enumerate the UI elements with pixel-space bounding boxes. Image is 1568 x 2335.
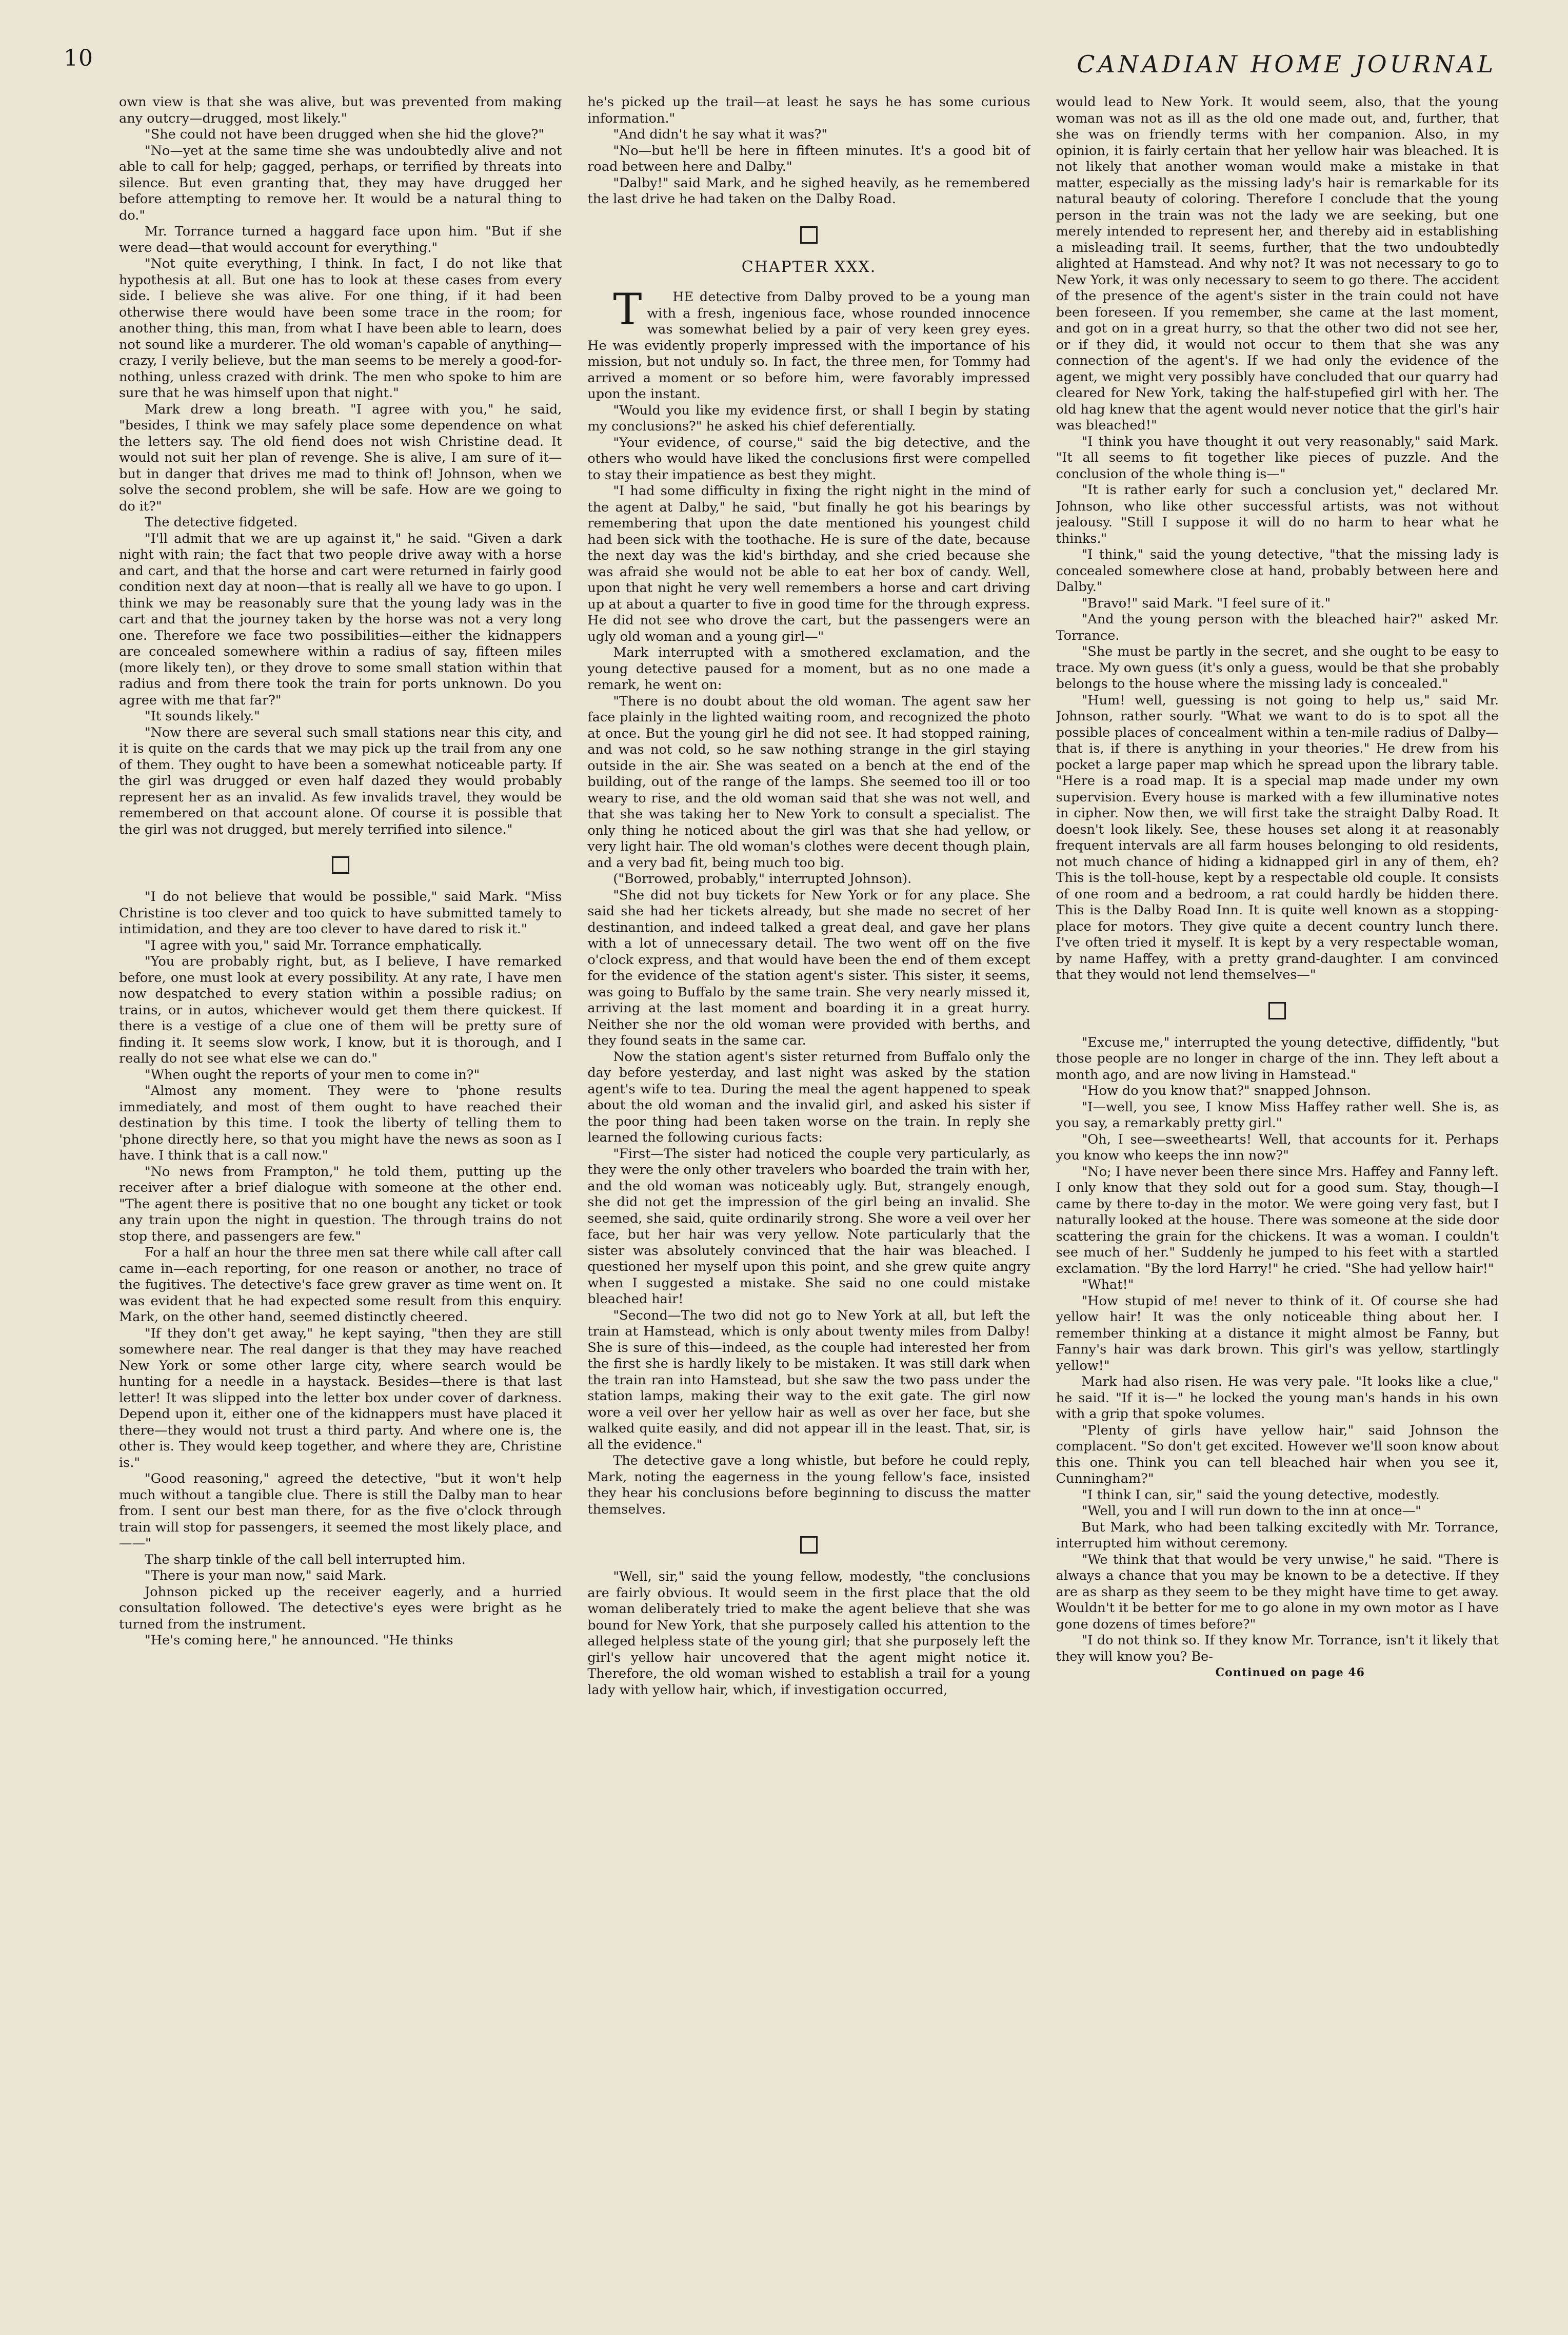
paragraph: "Well, you and I will run down to the inn at once—" <box>1081 1503 1421 1519</box>
drop-cap: T <box>613 284 642 335</box>
paragraph: "First—The sister had noticed the couple very particularly, as they were the only other travelers who boarded the train with her, and the old woman was noticeably ugly. But, strangely enough, she did not get the impression of the girl being an invalid. She seemed, she said, quite ordinarily strong. She wore a veil over her face, but her hair was very yellow. Note particularly that the sister was absolutely convinced that the hair was bleached. I questioned her myself upon this point, and she grew quite angry when I suggested a mistake. She said no one could mistake bleached hair! <box>587 1146 1030 1307</box>
paragraph: Mark drew a long breath. "I agree with you," he said, "besides, I think we may safely place some dependence on what the letters say. The old fiend does not wish Christine dead. It would not suit her plan of revenge. She is alive, I am sure of it—but in danger that drives me mad to think of! Johnson, when we solve the second problem, she will be safe. How are we going to do it?" <box>119 401 562 514</box>
paragraph: "We think that that would be very unwise," he said. "There is always a chance that you may be known to be a detective. If they are as sharp as they seem to be they might have time to get away. Wouldn't it be better for me to go alone in my own motor as I have gone dozens of times before?" <box>1056 1552 1499 1632</box>
paragraph: "No—yet at the same time she was undoubtedly alive and not able to call for help; gagged, perhaps, or terrified by threats into silence. But even granting that, they may have drugged her before attempting to remove her. It would be a natural thing to do." <box>119 143 562 223</box>
paragraph: "Well, sir," said the young fellow, modestly, "the conclusions are fairly obvious. It would seem in the first place that the old woman deliberately tried to make the agent believe that she was bound for New York, that she purposely called his attention to the alleged helpless state of the young girl; that she purposely left the girl's yellow hair uncovered that the agent might notice it. Therefore, the old woman wished to establish a trail for a young lady with yellow hair, which, if investigation occurred, <box>587 1569 1030 1698</box>
page-number: 10 <box>64 45 93 71</box>
paragraph: "Not quite everything, I think. In fact, I do not like that hypothesis at all. But one has to look at these cases from every side. I believe she was alive. For one thing, if it had been otherwise there would have been some trace in the room; for another thing, this man, from what I have been able to learn, does not sound like a murderer. The old woman's capable of anything—crazy, I verily believe, but the man seems to be merely a good-for-nothing, unless crazed with drink. The men who spoke to him are sure that he was himself upon that night." <box>119 256 562 401</box>
paragraph: "I do not believe that would be possible," said Mark. "Miss Christine is too clever and too quick to have submitted tamely to intimidation, and they are too clever to have dared to risk it." <box>119 889 562 937</box>
paragraph: "It is rather early for such a conclusion yet," declared Mr. Johnson, who like other successful artists, was not without jealousy. "Still I suppose it will do no harm to hear what he thinks." <box>1056 482 1499 546</box>
column-3 <box>1056 94 1499 2290</box>
section-break-mark <box>587 1536 1030 1554</box>
paragraph: "It sounds likely." <box>145 709 260 724</box>
paragraph: "I think I can, sir," said the young detective, modestly. <box>1081 1487 1440 1503</box>
paragraph: "There is no doubt about the old woman. The agent saw her face plainly in the lighted waiting room, and recognized the photo at once. But the young girl he did not see. It had stopped raining, and was not cold, so he saw nothing strange in the girl staying outside in the air. She was seated on a bench at the end of the building, out of the range of the lamps. She seemed too ill or too weary to rise, and the old woman said that she was not well, and that she was taking her to New York to consult a specialist. The only thing he noticed about the girl was that she had yellow, or very light hair. The old woman's clothes were decent though plain, and a very bad fit, being much too big. <box>587 693 1030 871</box>
paragraph: The detective gave a long whistle, but before he could reply, Mark, noting the eagerness in the young fellow's face, insisted they hear his conclusions before beginning to discuss the matter themselves. <box>587 1453 1030 1517</box>
paragraph: "No news from Frampton," he told them, putting up the receiver after a brief dialogue with someone at the other end. "The agent there is positive that no one bought any ticket or took any train upon the night in question. The through trains do not stop there, and passengers are few." <box>119 1164 562 1244</box>
paragraph: he's picked up the trail—at least he says he has some curious information." <box>587 94 1030 126</box>
paragraph: "And didn't he say what it was?" <box>613 127 828 142</box>
paragraph: "I'll admit that we are up against it," he said. "Given a dark night with rain; the fact that two people drive away with a horse and cart, and that the horse and cart were returned in fairly good condition next day at noon—that is really all we have to go upon. I think we may be reasonably sure that the young lady was in the cart and that the journey taken by the horse was not a very long one. Therefore we face two possibilities—either the kidnappers are concealed somewhere within a radius of say, fifteen miles (more likely ten), or they drove to some small station within that radius and from there took the train for ports unknown. Do you agree with me that far?" <box>119 531 562 708</box>
paragraph: "He's coming here," he announced. "He thinks <box>145 1633 453 1648</box>
paragraph: "How do you know that?" snapped Johnson. <box>1081 1083 1372 1098</box>
chapter-opening-paragraph <box>587 284 1030 403</box>
paragraph: "Plenty of girls have yellow hair," said Johnson the complacent. "So don't get excited. However we'll soon know about this one. Think you can tell bleached hair when you see it, Cunningham?" <box>1056 1422 1499 1486</box>
paragraph: "Dalby!" said Mark, and he sighed heavily, as he remembered the last drive he had taken on the Dalby Road. <box>587 175 1030 207</box>
column-1 <box>119 94 562 2290</box>
paragraph: "No; I have never been there since Mrs. Haffey and Fanny left. I only know that they sold out for a good sum. Stay, though—I came by there to-day in the motor. We were going very fast, but I naturally looked at the house. There was someone at the side door scattering the grain for the chickens. It was a woman. I couldn't see much of her." Suddenly he jumped to his feet with a startled exclamation. "By the lord Harry!" he cried. "She had yellow hair!" <box>1056 1164 1499 1277</box>
article-columns <box>119 94 1499 2290</box>
paragraph: The sharp tinkle of the call bell interrupted him. <box>145 1552 466 1567</box>
paragraph: "I do not think so. If they know Mr. Torrance, isn't it likely that they will know you? Be- <box>1056 1633 1499 1664</box>
paragraph: The detective fidgeted. <box>145 515 298 530</box>
paragraph: "If they don't get away," he kept saying, "then they are still somewhere near. The real danger is that they may have reached New York or some other large city, where search would be hunting for a needle in a haystack. Besides—there is that last letter! It was slipped into the letter box under cover of darkness. Depend upon it, either one of the kidnappers must have placed it there—they would not trust a third party. And where one is, the other is. They would keep together, and where they are, Christine is." <box>119 1325 562 1470</box>
section-break-mark <box>587 226 1030 244</box>
paragraph: For a half an hour the three men sat there while call after call came in—each reporting, for one reason or another, no trace of the fugitives. The detective's face grew graver as time went on. It was evident that he had expected some result from this enquiry. Mark, on the other hand, seemed distinctly cheered. <box>119 1245 562 1325</box>
paragraph: "There is your man now," said Mark. <box>145 1568 387 1583</box>
paragraph: "Would you like my evidence first, or shall I begin by stating my conclusions?" he asked his chief deferentially. <box>587 402 1030 434</box>
paragraph: "Oh, I see—sweethearts! Well, that accounts for it. Perhaps you know who keeps the inn now?" <box>1056 1131 1499 1163</box>
paragraph: Johnson picked up the receiver eagerly, and a hurried consultation followed. The detective's eyes were bright as he turned from the instrument. <box>119 1584 562 1632</box>
magazine-title: CANADIAN HOME JOURNAL <box>1077 50 1496 78</box>
paragraph: "Hum! well, guessing is not going to help us," said Mr. Johnson, rather sourly. "What we want to do is to spot all the possible places of concealment within a ten-mile radius of Dalby—that is, if there is anything in your theories." He drew from his pocket a large paper map which he spread upon the library table. "Here is a road map. It is a special map made under my own supervision. Every house is marked with a few illuminative notes in cipher. Now then, we will first take the straight Dalby Road. It doesn't look likely. See, these houses set along it at reasonably frequent intervals are all farm houses belonging to old residents, not much chance of hiding a kidnapped girl in any of them, eh? This is the toll-house, kept by a respectable old couple. It consists of one room and a bedroom, a rat could hardly be hidden there. This is the Dalby Road Inn. It is quite well known as a stopping-place for motors. They give quite a decent country lunch there. I've often tried it myself. It is kept by a very respectable woman, by name Haffey, with a pretty grand-daughter. I am convinced that they would not lend themselves—" <box>1056 692 1499 983</box>
paragraph: Mr. Torrance turned a haggard face upon him. "But if she were dead—that would account for everything." <box>119 224 562 256</box>
paragraph: would lead to New York. It would seem, also, that the young woman was not as ill as the old one made out, and, further, that she was on friendly terms with her companion. Also, in my opinion, it is fairly certain that her yellow hair was bleached. It is not likely that another woman would make a mistake in that matter, especially as the missing lady's hair is remarkable for its natural beauty of coloring. Therefore I conclude that the young person in the train was not the lady we are seeking, but one merely intended to represent her, and thereby aid in establishing a misleading trail. It seems, further, that the two undoubtedly alighted at Hamstead. And why not? It was not necessary to go to New York, it was only necessary to seem to go there. The accident of the presence of the agent's sister in the train could not have been foreseen. If you remember, she came at the last moment, and got on in a great hurry, so that the other two did not see her, or if they did, it would not occur to them that she was any connection of the agent's. If we had only the evidence of the agent, we might very possibly have concluded that our quarry had cleared for New York, taking the half-stupefied girl with her. The old hag knew that the agent would never notice that the girl's hair was bleached!" <box>1056 94 1499 433</box>
paragraph: ("Borrowed, probably," interrupted Johnson). <box>613 871 912 887</box>
paragraph: "No—but he'll be here in fifteen minutes. It's a good bit of road between here and Dalby." <box>587 143 1030 174</box>
paragraph: Mark interrupted with a smothered exclamation, and the young detective paused for a moment, but as no one made a remark, he went on: <box>587 645 1030 693</box>
paragraph: "What!" <box>1081 1277 1134 1292</box>
paragraph: "You are probably right, but, as I believe, I have remarked before, one must look at every possibility. At any rate, I have men now despatched to every station within a possible radius; on trains, or in autos, whichever would get them there quickest. If there is a vestige of a clue one of them will be pretty sure of finding it. It seems slow work, I know, but it is thorough, and I really do not see what else we can do." <box>119 954 562 1066</box>
paragraph: "And the young person with the bleached hair?" asked Mr. Torrance. <box>1056 612 1499 643</box>
paragraph: own view is that she was alive, but was prevented from making any outcry—drugged, most likely." <box>119 94 562 126</box>
section-break-mark <box>1056 1002 1499 1019</box>
paragraph: "Second—The two did not go to New York at all, but left the train at Hamstead, which is only about twenty miles from Dalby! She is sure of this—indeed, as the couple had interested her from the first she is hardly likely to be mistaken. It was still dark when the train ran into Hamstead, but she saw the two pass under the station lamps, making their way to the exit gate. The girl now wore a veil over her yellow hair as well as over her face, but she walked quite easily, and did not appear ill in the least. That, sir, is all the evidence." <box>587 1307 1030 1453</box>
paragraph: "I think you have thought it out very reasonably," said Mark. "It all seems to fit together like pieces of puzzle. And the conclusion of the whole thing is—" <box>1056 434 1499 482</box>
paragraph: "Good reasoning," agreed the detective, "but it won't help much without a tangible clue. There is still the Dalby man to hear from. I sent our best man there, for as the five o'clock through train will stop for passengers, it seemed the most likely place, and——" <box>119 1471 562 1551</box>
paragraph: Mark had also risen. He was very pale. "It looks like a clue," he said. "If it is—" he locked the young man's hands in his own with a grip that spoke volumes. <box>1056 1374 1499 1422</box>
paragraph: "How stupid of me! never to think of it. Of course she had yellow hair! It was the only noticeable thing about her. I remember thinking at a distance it might almost be Fanny, but Fanny's hair was dark brown. This girl's was yellow, startlingly yellow!" <box>1056 1293 1499 1373</box>
paragraph: "She could not have been drugged when she hid the glove?" <box>145 127 545 142</box>
paragraph: "Excuse me," interrupted the young detective, diffidently, "but those people are no longer in charge of the inn. They left about a month ago, and are now living in Hamstead." <box>1056 1034 1499 1083</box>
paragraph: "Now there are several such small stations near this city, and it is quite on the cards that we may pick up the trail from any one of them. They ought to have been a somewhat noticeable party. If the girl was drugged or even half dazed they would probably represent her as an invalid. As few invalids travel, they would be remembered on that account alone. Of course it is possible that the girl was not drugged, but merely terrified into silence." <box>119 724 562 837</box>
paragraph: "She did not buy tickets for New York or for any place. She said she had her tickets already, but she made no secret of her destinantion, and indeed talked a great deal, and gave her plans with a lot of unnecessary detail. The two went off on the five o'clock express, and that would have been the end of them except for the evidence of the station agent's sister. This sister, it seems, was going to Buffalo by the same train. She very nearly missed it, arriving at the last moment and boarding it in a great hurry. Neither she nor the old woman were provided with berths, and they found seats in the same car. <box>587 887 1030 1048</box>
paragraph: But Mark, who had been talking excitedly with Mr. Torrance, interrupted him without ceremony. <box>1056 1519 1499 1551</box>
paragraph: "I had some difficulty in fixing the right night in the mind of the agent at Dalby," he said, "but finally he got his bearings by remembering that upon the date mentioned his youngest child had been sick with the toothache. He is sure of the date, because the next day was the kid's birthday, and she cried because she was afraid she would not be able to eat her box of candy. Well, upon that night he very well remembers a horse and cart driving up at about a quarter to five in good time for the through express. He did not see who drove the cart, but the passengers were an ugly old woman and a young girl—" <box>587 483 1030 644</box>
continued-note: Continued on page 46 <box>1215 1666 1365 1679</box>
paragraph: Now the station agent's sister returned from Buffalo only the day before yesterday, and last night was asked by the station agent's wife to tea. During the meal the agent happened to speak about the old woman and the invalid girl, and asked his sister if the poor thing had been taken worse on the train. In reply she learned the following curious facts: <box>587 1049 1030 1145</box>
paragraph: "When ought the reports of your men to come in?" <box>145 1067 480 1083</box>
paragraph: "Your evidence, of course," said the big detective, and the others who would have liked the conclusions first were compelled to stay their impatience as best they might. <box>587 435 1030 483</box>
paragraph: "I agree with you," said Mr. Torrance emphatically. <box>145 937 482 953</box>
chapter-heading: CHAPTER XXX. <box>741 258 877 276</box>
paragraph: "Bravo!" said Mark. "I feel sure of it." <box>1081 595 1331 611</box>
column-2 <box>587 94 1030 2290</box>
section-break-mark <box>119 856 562 874</box>
paragraph: "I think," said the young detective, "that the missing lady is concealed somewhere close at hand, probably between here and Dalby." <box>1056 547 1499 595</box>
paragraph: "Almost any moment. They were to 'phone results immediately, and most of them ought to have reached their destination by this time. I took the liberty of telling them to 'phone directly here, so that you might have the news as soon as I have. I think that is a call now." <box>119 1083 562 1163</box>
paragraph: "She must be partly in the secret, and she ought to be easy to trace. My own guess (it's only a guess, would be that she probably belongs to the house where the missing lady is concealed." <box>1056 644 1499 692</box>
paragraph: "I—well, you see, I know Miss Haffey rather well. She is, as you say, a remarkably pretty girl." <box>1056 1099 1499 1131</box>
paragraph-text: HE detective from Dalby proved to be a young man with a fresh, ingenious face, whose rounded innocence was somewhat belied by a pair of very keen grey eyes. He was evidently properly impressed with the importance of his mission, but not unduly so. In fact, the three men, for Tommy had arrived a moment or so before him, were favorably impressed upon the instant. <box>587 289 1030 402</box>
